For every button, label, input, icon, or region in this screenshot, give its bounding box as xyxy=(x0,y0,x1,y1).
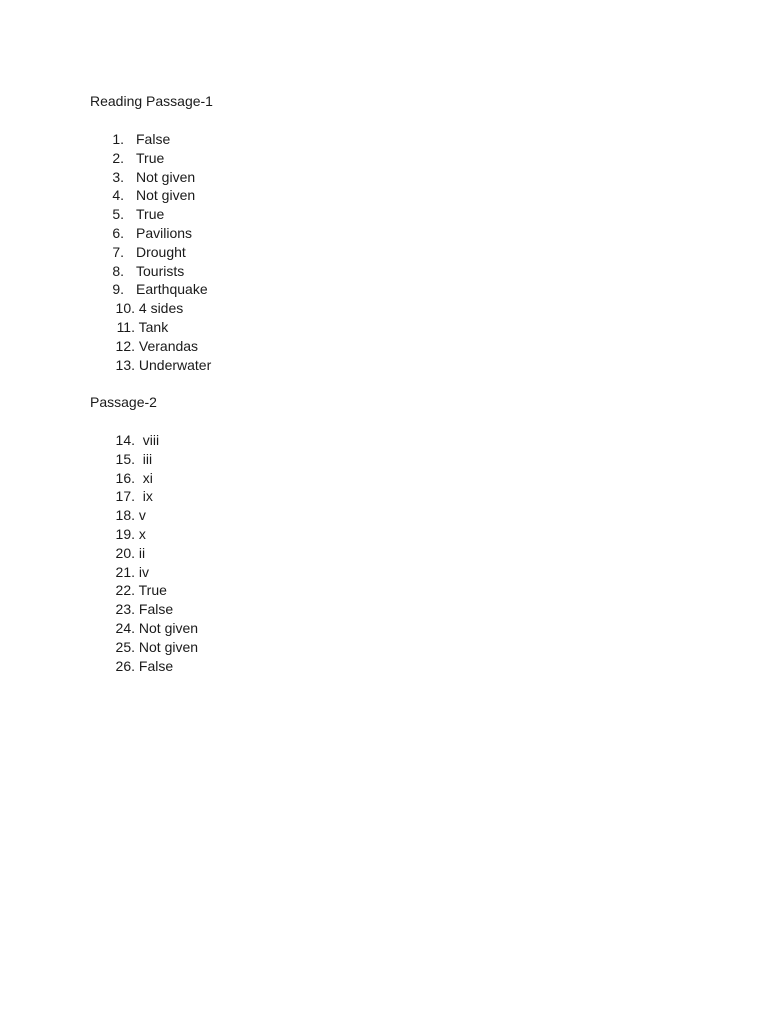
answer-item xyxy=(0,205,211,224)
answer-item xyxy=(0,581,198,600)
answer-number: 10. xyxy=(115,300,135,317)
answer-number: 26. xyxy=(115,657,135,674)
answer-item xyxy=(0,243,211,262)
answer-number: 12. xyxy=(115,337,135,354)
answer-text: False xyxy=(135,657,174,674)
answer-text: x xyxy=(135,525,146,542)
answer-item xyxy=(0,657,198,676)
answer-number: 6. xyxy=(112,224,124,241)
answer-number: 5. xyxy=(112,206,124,223)
answer-text: ix xyxy=(135,488,153,505)
answer-text: Not given xyxy=(136,168,196,185)
answer-item xyxy=(0,638,198,657)
answer-number: 22. xyxy=(115,582,135,599)
answer-text: v xyxy=(135,507,146,524)
answer-text: ii xyxy=(135,544,146,561)
answer-text: Verandas xyxy=(135,337,199,354)
passage-1-heading: Reading Passage-1 xyxy=(90,93,213,109)
answer-item xyxy=(0,600,198,619)
answer-text: Tank xyxy=(135,318,169,335)
answer-text: Pavilions xyxy=(136,224,193,241)
answer-number: 18. xyxy=(115,507,135,524)
answer-number: 13. xyxy=(115,356,135,373)
answer-text: Underwater xyxy=(135,356,212,373)
answer-item xyxy=(0,280,211,299)
answer-item xyxy=(0,318,211,337)
answer-text: Drought xyxy=(136,243,186,260)
answer-text: Tourists xyxy=(136,262,185,279)
answer-item xyxy=(0,450,198,469)
answer-text: 4 sides xyxy=(135,300,184,317)
answer-number: 23. xyxy=(115,601,135,618)
answer-number: 3. xyxy=(112,168,124,185)
answer-text: False xyxy=(135,601,174,618)
answer-text: Not given xyxy=(135,638,199,655)
answer-item xyxy=(0,262,211,281)
answer-number: 21. xyxy=(115,563,135,580)
answer-number: 25. xyxy=(115,638,135,655)
answer-number: 15. xyxy=(115,450,135,467)
answer-item xyxy=(0,149,211,168)
answer-text: iv xyxy=(135,563,149,580)
answer-item xyxy=(0,168,211,187)
answer-text: Not given xyxy=(135,619,199,636)
answer-number: 1. xyxy=(112,131,124,147)
answer-text: True xyxy=(135,582,167,599)
answer-number: 16. xyxy=(115,469,135,486)
answer-item xyxy=(0,186,211,205)
answer-text: True xyxy=(136,206,165,223)
answer-item xyxy=(0,544,198,563)
answer-text: Earthquake xyxy=(136,281,208,298)
answer-number: 14. xyxy=(115,432,135,448)
answer-number: 20. xyxy=(115,544,135,561)
answer-item xyxy=(0,431,198,450)
answer-number: 7. xyxy=(112,243,124,260)
answer-number: 17. xyxy=(115,488,135,505)
answer-number: 11. xyxy=(116,318,135,335)
answer-item xyxy=(0,525,198,544)
passage-1-answer-list xyxy=(0,130,211,374)
answer-item xyxy=(0,299,211,318)
answer-text: iii xyxy=(135,450,153,467)
answer-item xyxy=(0,506,198,525)
answer-item xyxy=(0,356,211,375)
answer-number: 4. xyxy=(112,187,124,204)
passage-2-answer-list xyxy=(0,431,198,675)
answer-number: 9. xyxy=(112,281,124,298)
answer-item xyxy=(0,619,198,638)
answer-item xyxy=(0,563,198,582)
answer-number: 8. xyxy=(112,262,124,279)
answer-text: viii xyxy=(135,432,160,448)
passage-2-heading: Passage-2 xyxy=(90,394,157,410)
answer-text: True xyxy=(136,149,165,166)
answer-item xyxy=(0,337,211,356)
answer-item xyxy=(0,487,198,506)
answer-text: xi xyxy=(135,469,153,486)
answer-item xyxy=(0,130,211,149)
answer-number: 24. xyxy=(115,619,135,636)
answer-item xyxy=(0,469,198,488)
answer-item xyxy=(0,224,211,243)
answer-text: False xyxy=(136,131,171,147)
answer-number: 19. xyxy=(115,525,135,542)
answer-text: Not given xyxy=(136,187,196,204)
answer-number: 2. xyxy=(112,149,124,166)
